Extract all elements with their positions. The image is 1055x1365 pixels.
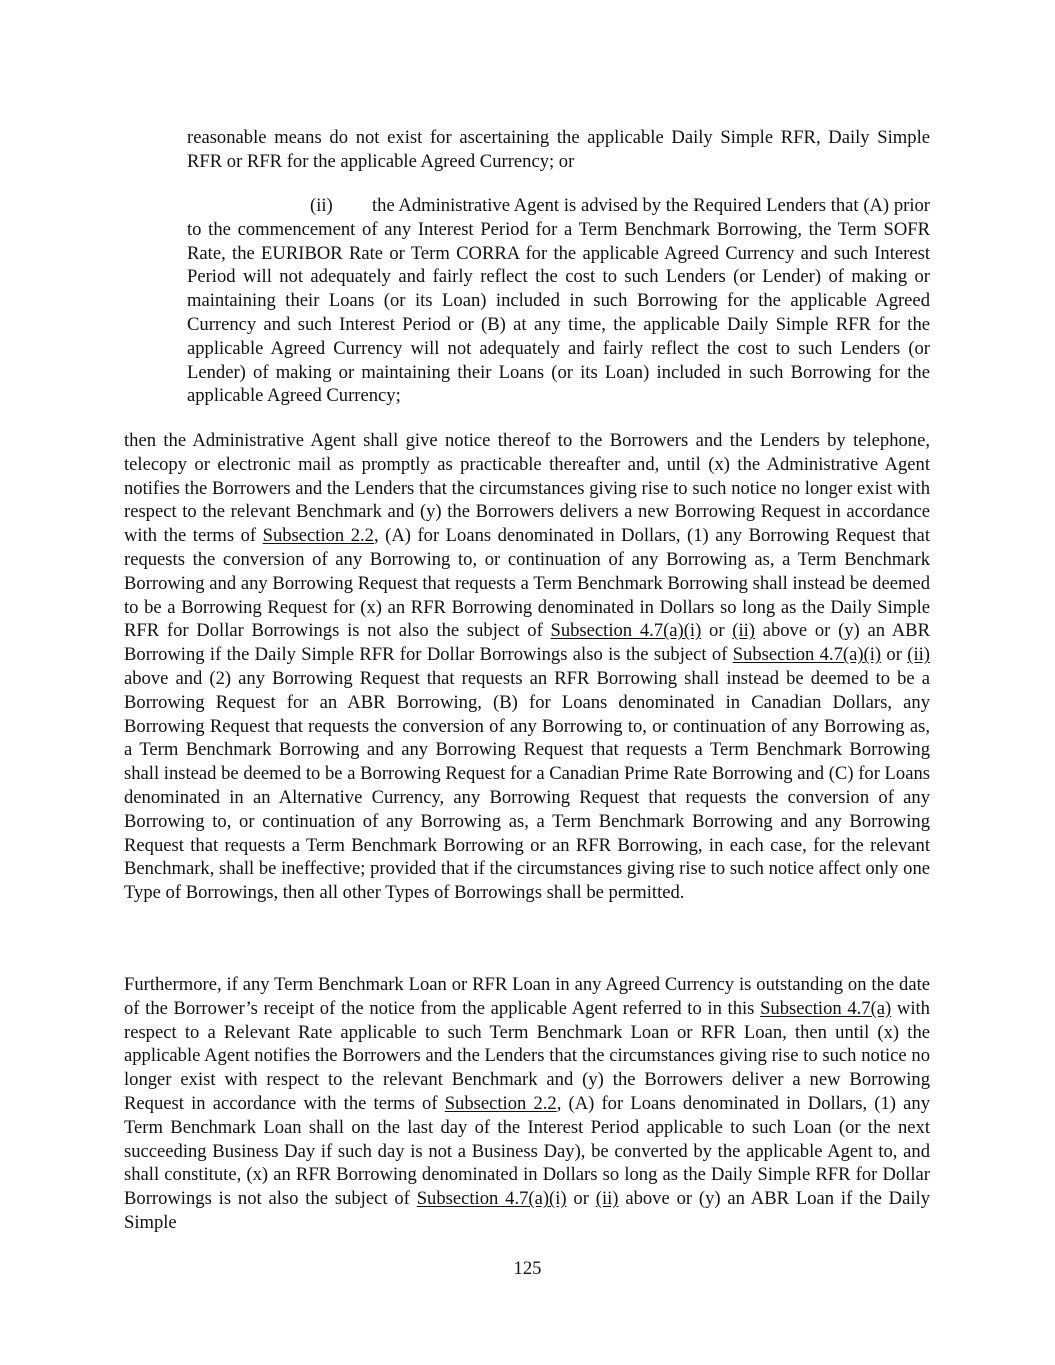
subclause-text: the Administrative Agent is advised by the Required Lenders that (A) prior to the commencement of any Interest Period for a Term Benchmark Borrowing, the Term SOFR Rate, the EURIBOR Rate or Term CORRA for the applicable Agreed Currency and such Interest Period will not adequately and fairly reflect the cost to such Lenders (or Lender) of making or maintaining their Loans (or its Loan) included in such Borrowing for the applicable Agreed Currency and such Interest Period or (B) at any time, the applicable Daily Simple RFR for the applicable Agreed Currency will not adequately and fairly reflect the cost to such Lenders (or Lender) of making or maintaining their Loans (or its Loan) included in such Borrowing for the applicable Agreed Currency; — [187, 195, 930, 407]
paragraph-continuation — [187, 126, 930, 174]
subclause-ii — [187, 194, 930, 408]
page-number: 125 — [513, 1258, 542, 1279]
paragraph-furthermore: Furthermore, if any Term Benchmark Loan or RFR Loan in any Agreed Currency is outstanding on the date of the Borrower’s receipt of the notice from the applicable Agent referred to in this Subsection 4.7(a) with respect to a Relevant Rate applicable to such Term Benchmark Loan or RFR Loan, then until (x) the applicable Agent notifies the Borrowers and the Lenders that the circumstances giving rise to such notice no longer exist with respect to the relevant Benchmark and (y) the Borrowers deliver a new Borrowing Request in accordance with the terms of Subsection 2.2, (A) for Loans denominated in Dollars, (1) any Term Benchmark Loan shall on the last day of the Interest Period applicable to such Loan (or the next succeeding Business Day if such day is not a Business Day), be converted by the applicable Agent to, and shall constitute, (x) an RFR Borrowing denominated in Dollars so long as the Daily Simple RFR for Dollar Borrowings is not also the subject of Subsection 4.7(a)(i) or (ii) above or (y) an ABR Loan if the Daily Simple — [124, 974, 931, 1233]
cross-reference-link: (ii) — [732, 620, 755, 642]
cross-reference-link: Subsection 2.2 — [262, 525, 374, 547]
subclause-marker: (ii) — [310, 195, 333, 216]
cross-reference-link: Subsection 4.7(a) — [760, 997, 892, 1019]
cross-reference-link: (ii) — [907, 644, 930, 666]
cross-reference-link: Subsection 4.7(a)(i) — [416, 1188, 567, 1210]
cross-reference-link: Subsection 4.7(a)(i) — [732, 644, 882, 666]
cross-reference-link: Subsection 2.2 — [444, 1092, 557, 1114]
paragraph-text: reasonable means do not exist for ascertaining the applicable Daily Simple RFR, Daily Simple RFR or RFR for the applicable Agreed Currency; or — [187, 127, 930, 172]
paragraph-then: then the Administrative Agent shall give notice thereof to the Borrowers and the Lenders by telephone, telecopy or electronic mail as promptly as practicable thereafter and, until (x) the Administrative Agent notifies the Borrowers and the Lenders that the circumstances giving rise to such notice no longer exist with respect to the relevant Benchmark and (y) the Borrowers delivers a new Borrowing Request in accordance with the terms of Subsection 2.2, (A) for Loans denominated in Dollars, (1) any Borrowing Request that requests the conversion of any Borrowing to, or continuation of any Borrowing as, a Term Benchmark Borrowing and any Borrowing Request that requests a Term Benchmark Borrowing shall instead be deemed to be a Borrowing Request for (x) an RFR Borrowing denominated in Dollars so long as the Daily Simple RFR for Dollar Borrowings is not also the subject of Subsection 4.7(a)(i) or (ii) above or (y) an ABR Borrowing if the Daily Simple RFR for Dollar Borrowings also is the subject of Subsection 4.7(a)(i) or (ii) above and (2) any Borrowing Request that requests an RFR Borrowing shall instead be deemed to be a Borrowing Request for an ABR Borrowing, (B) for Loans denominated in Canadian Dollars, any Borrowing Request that requests the conversion of any Borrowing to, or continuation of any Borrowing as, a Term Benchmark Borrowing and any Borrowing Request that requests a Term Benchmark Borrowing shall instead be deemed to be a Borrowing Request for a Canadian Prime Rate Borrowing and (C) for Loans denominated in an Alternative Currency, any Borrowing Request that requests the conversion of any Borrowing to, or continuation of any Borrowing as, a Term Benchmark Borrowing and any Borrowing Request that requests a Term Benchmark Borrowing or an RFR Borrowing, in each case, for the relevant Benchmark, shall be ineffective; provided that if the circumstances giving rise to such notice affect only one Type of Borrowings, then all other Types of Borrowings shall be permitted. — [124, 430, 930, 904]
cross-reference-link: Subsection 4.7(a)(i) — [550, 620, 702, 642]
cross-reference-link: (ii) — [595, 1188, 619, 1210]
